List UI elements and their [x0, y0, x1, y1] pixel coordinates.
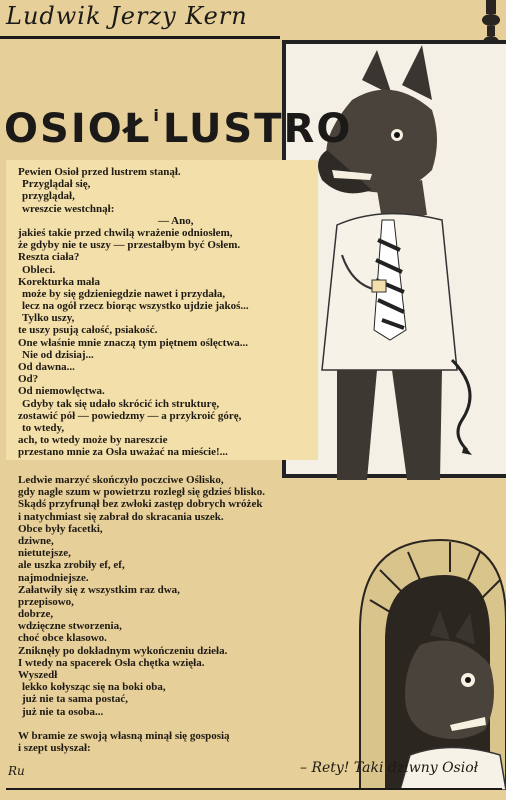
poem-line: przyglądał,	[22, 190, 75, 203]
poem-line: przestano mnie za Osła uważać na mieście!...	[18, 446, 228, 459]
poem-line: Reszta ciała?	[18, 251, 80, 264]
illustrator-signature: Ru	[8, 764, 25, 778]
poem-line: Obce były facetki,	[18, 522, 103, 535]
poem-line: ach, to wtedy może by nareszcie	[18, 434, 168, 447]
poem-line: może by się gdzieniegdzie nawet i przydała,	[22, 287, 226, 300]
poem-title	[4, 106, 352, 160]
poem-line: lekko kołysząc się na boki oba,	[22, 681, 166, 694]
poem-line: One właśnie mnie znaczą tym piętnem oślęctwa...	[18, 336, 249, 349]
poem-line: — Ano,	[158, 214, 194, 227]
poem-line: lecz na ogół rzecz biorąc wszystko ujdzie jakoś...	[22, 300, 249, 313]
poem-line: dobrze,	[18, 608, 54, 621]
poem-line: to wtedy,	[22, 421, 65, 434]
poem-line: już nie ta sama postać,	[22, 693, 129, 706]
title-connector: i	[153, 106, 161, 125]
stanza-1	[18, 166, 249, 459]
poem-line: i szept usłyszał:	[18, 742, 91, 755]
stanza-2	[18, 474, 265, 718]
poem-line: przepisowo,	[18, 595, 74, 608]
title-part-2: LUSTRO	[162, 106, 353, 152]
footer-rule	[6, 788, 502, 790]
title-part-1: OSIOŁ	[4, 106, 152, 152]
poem-line: Gdyby tak się udało skrócić ich strukturę,	[22, 397, 220, 410]
poem-line: Tylko uszy,	[22, 312, 75, 325]
poem-line: Skądś przyfrunął bez zwłoki zastęp dobrych wróżek	[18, 498, 263, 511]
poem-line: Wyszedł	[18, 669, 58, 681]
poem-line: gdy nagle szum w powietrzu rozległ się gdzieś blisko.	[18, 486, 265, 499]
poem-line: te uszy psują całość, psiakość.	[18, 324, 158, 337]
poem-line: wdzięczne stworzenia,	[18, 620, 122, 633]
poem-line: Pewien Osioł przed lustrem stanął.	[18, 166, 181, 178]
poem-line: wreszcie westchnął:	[22, 202, 115, 215]
poem-line: jakieś takie przed chwilą wrażenie odniosłem,	[18, 226, 233, 239]
poem-line: dziwne,	[18, 534, 54, 547]
poem-line: i natychmiast się zabrał do skracania uszek.	[18, 510, 224, 523]
poem-line: zostawić pół — powiedzmy — a przykroić górę,	[18, 409, 242, 422]
poem-line: W bramie ze swoją własną minął się gosposią	[18, 730, 230, 742]
poem-line: Załatwiły się z wszystkim raz dwa,	[18, 583, 180, 596]
poem-line: już nie ta osoba...	[22, 705, 104, 718]
poem-line: Przyglądał się,	[22, 178, 91, 191]
poem-line: I wtedy na spacerek Osła chętka wzięła.	[18, 656, 205, 669]
poem-line: Od?	[18, 373, 39, 386]
poem-line: Ledwie marzyć skończyło poczciwe Oślisko,	[18, 474, 224, 486]
poem-line: choć obce klasowo.	[18, 632, 107, 645]
poem-line: Nie od dzisiaj...	[22, 348, 94, 361]
poem-line: Od niemowlęctwa.	[18, 385, 105, 398]
poem-line: Obleci.	[22, 263, 56, 276]
closing-line: – Rety! Taki dziwny Osioł	[300, 760, 479, 776]
header-rule	[0, 36, 280, 39]
poem-line: najmodniejsze.	[18, 571, 89, 584]
poem-line: nietutejsze,	[18, 547, 71, 560]
poem-line: Korekturka mała	[18, 275, 100, 288]
poem-line: ale uszka zrobiły ef, ef,	[18, 559, 125, 572]
poem-line: Zniknęły po dokładnym wykończeniu dzieła.	[18, 644, 228, 657]
stanza-3	[18, 730, 230, 754]
author-name: Ludwik Jerzy Kern	[6, 2, 248, 30]
poem-line: że gdyby nie te uszy — przestałbym być Osłem.	[18, 239, 241, 252]
poem-line: Od dawna...	[18, 361, 75, 373]
